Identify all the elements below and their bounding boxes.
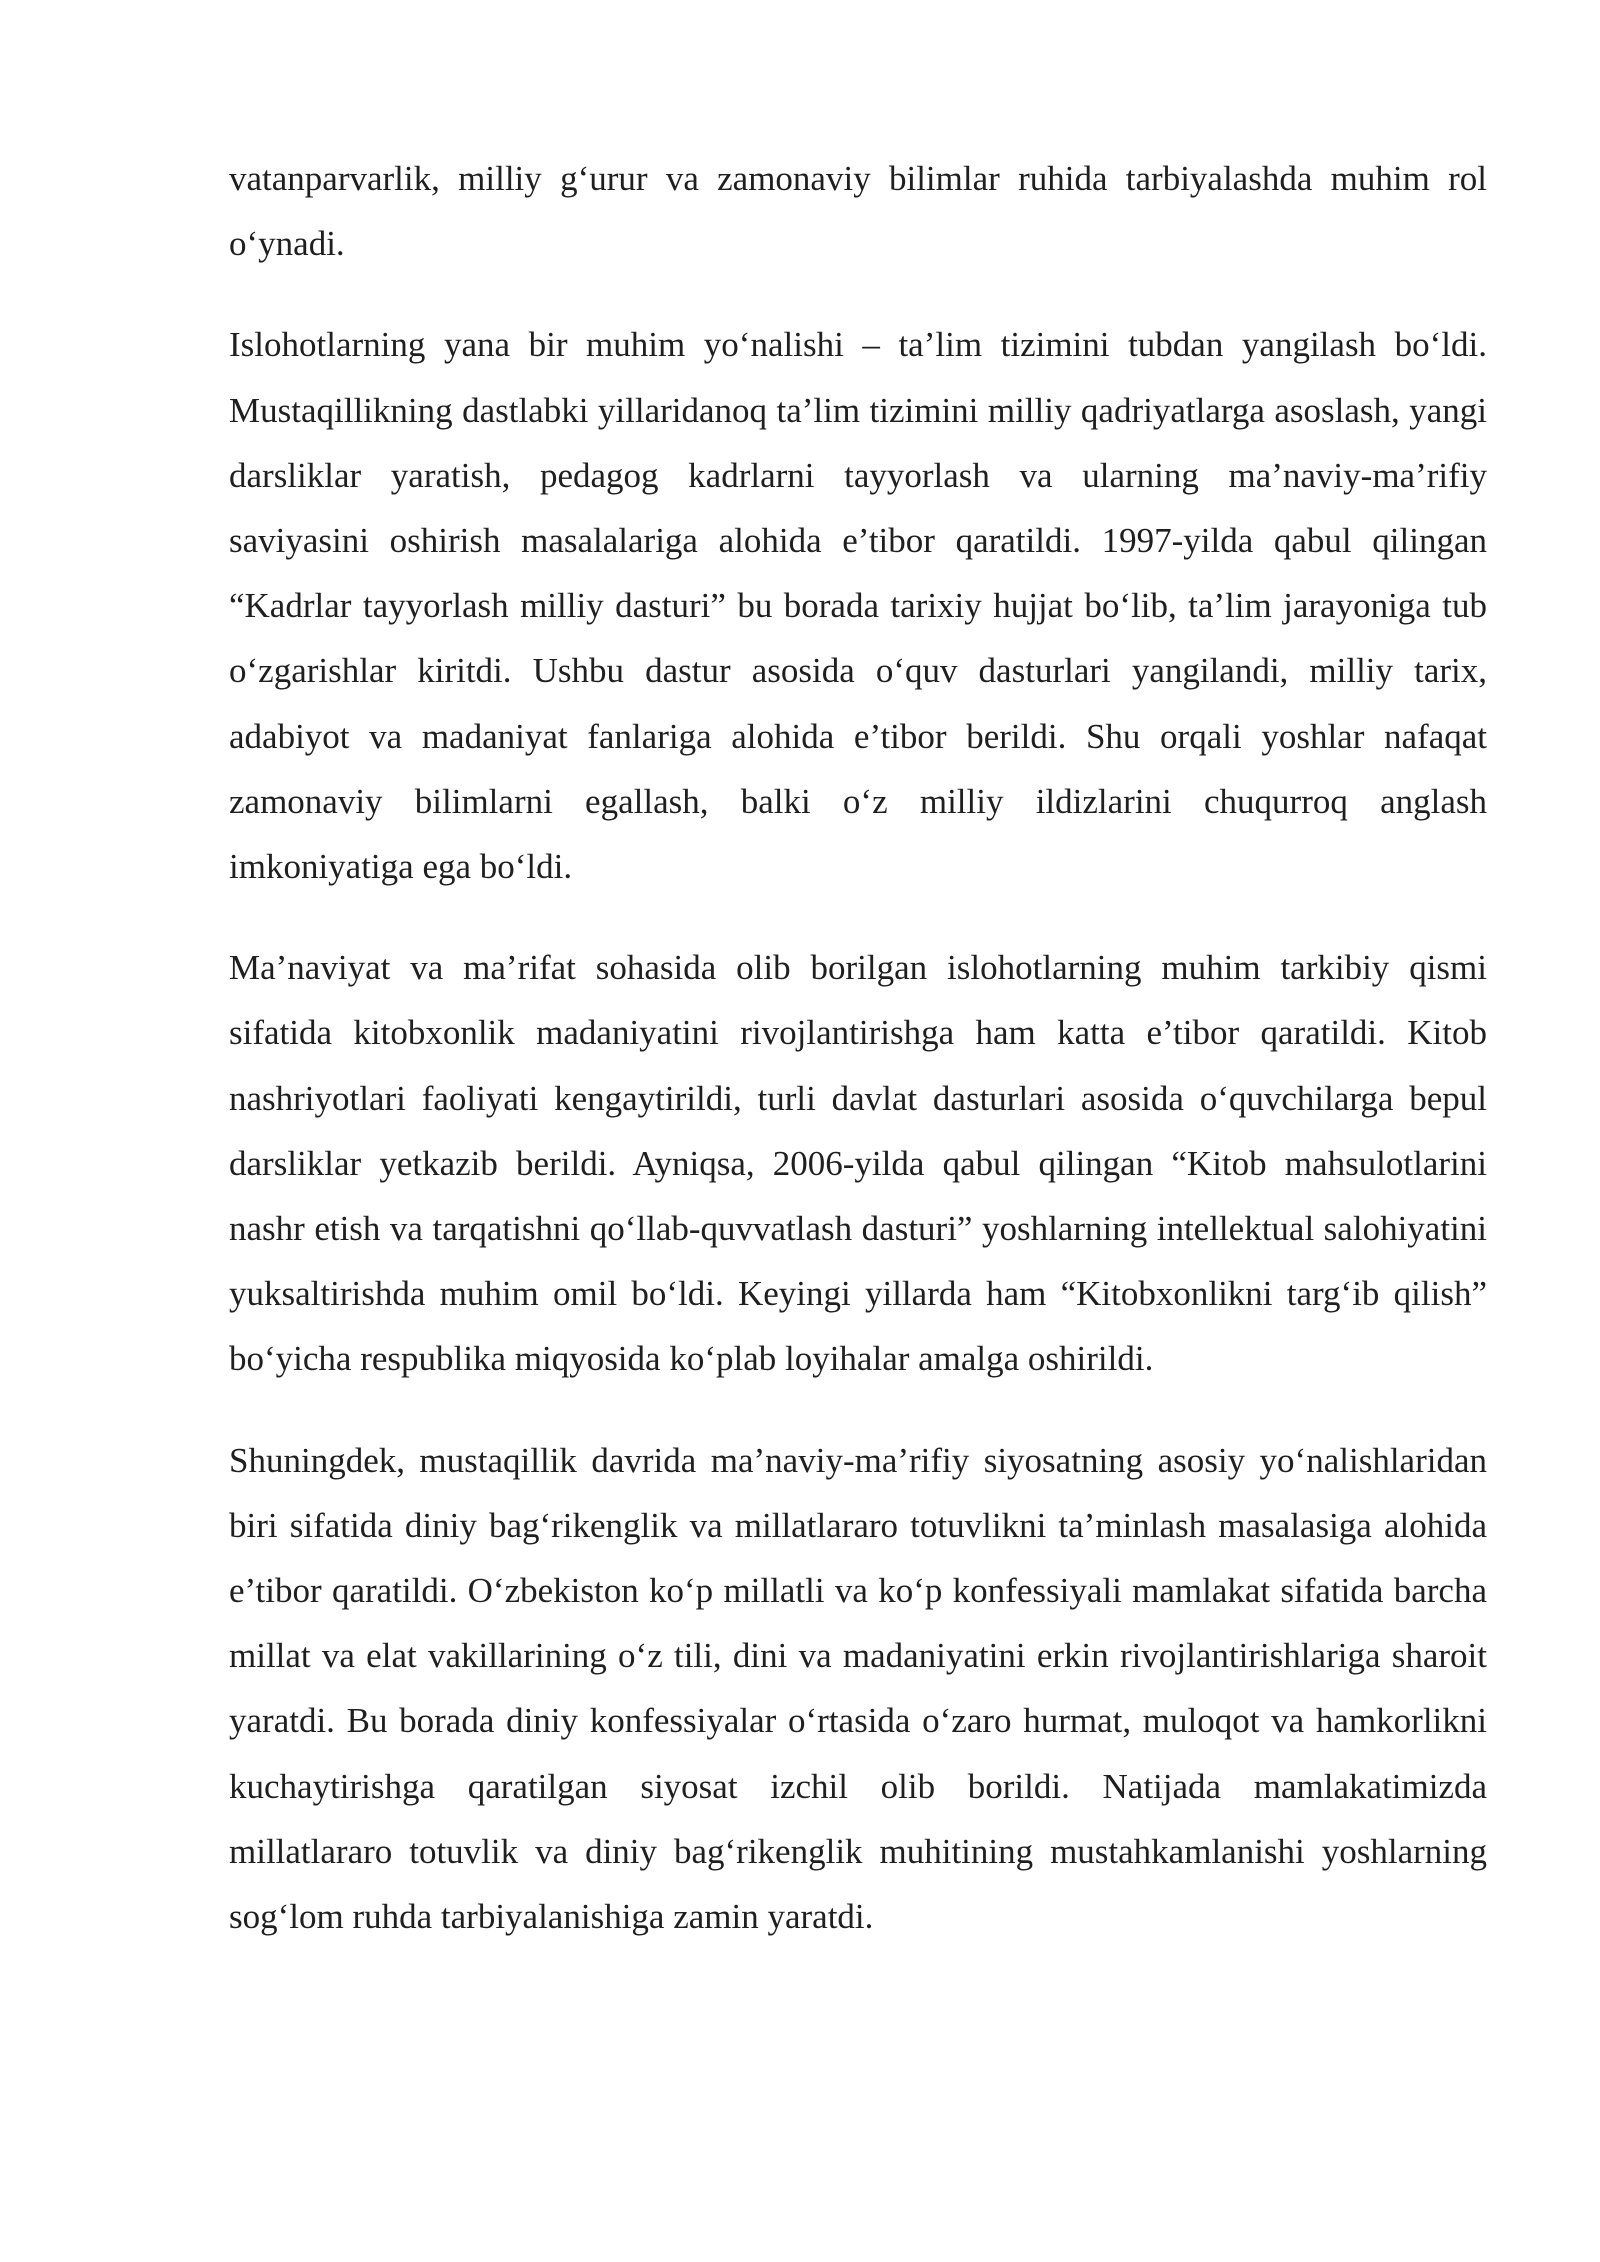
document-body: [229, 146, 1487, 1949]
paragraph-reading-culture: Ma’naviyat va ma’rifat sohasida olib borilgan islohotlarning muhim tarkibiy qismi sifatida kitobxonlik madaniyatini rivojlantirishga ham katta e’tibor qaratildi. Kitob nashriyotlari faoliyati kengaytirildi, turli davlat dasturlari asosida o‘quvchilarga bepul darsliklar yetkazib berildi. Ayniqsa, 2006-yilda qabul qilingan “Kitob mahsulotlarini nashr etish va tarqatishni qo‘llab-quvvatlash dasturi” yoshlarning intellektual salohiyatini yuksaltirishda muhim omil bo‘ldi. Keyingi yillarda ham “Kitobxonlikni targ‘ib qilish” bo‘yicha respublika miqyosida ko‘plab loyihalar amalga oshirildi.: [229, 948, 1487, 1379]
paragraph-continued: vatanparvarlik, milliy g‘urur va zamonaviy bilimlar ruhida tarbiyalashda muhim rol o‘ynadi.: [229, 159, 1487, 264]
paragraph-education-reform: Islohotlarning yana bir muhim yo‘nalishi – ta’lim tizimini tubdan yangilash bo‘ldi. Mustaqillikning dastlabki yillaridanoq ta’lim tizimini milliy qadriyatlarga asoslash, yangi darsliklar yaratish, pedagog kadrlarni tayyorlash va ularning ma’naviy-ma’rifiy saviyasini oshirish masalalariga alohida e’tibor qaratildi. 1997-yilda qabul qilingan “Kadrlar tayyorlash milliy dasturi” bu borada tarixiy hujjat bo‘lib, ta’lim jarayoniga tub o‘zgarishlar kiritdi. Ushbu dastur asosida o‘quv dasturlari yangilandi, milliy tarix, adabiyot va madaniyat fanlariga alohida e’tibor berildi. Shu orqali yoshlar nafaqat zamonaviy bilimlarni egallash, balki o‘z milliy ildizlarini chuqurroq anglash imkoniyatiga ega bo‘ldi.: [229, 325, 1487, 887]
paragraph-religious-tolerance: Shuningdek, mustaqillik davrida ma’naviy-ma’rifiy siyosatning asosiy yo‘nalishlaridan biri sifatida diniy bag‘rikenglik va millatlararo totuvlikni ta’minlash masalasiga alohida e’tibor qaratildi. O‘zbekiston ko‘p millatli va ko‘p konfessiyali mamlakat sifatida barcha millat va elat vakillarining o‘z tili, dini va madaniyatini erkin rivojlantirishlariga sharoit yaratdi. Bu borada diniy konfessiyalar o‘rtasida o‘zaro hurmat, muloqot va hamkorlikni kuchaytirishga qaratilgan siyosat izchil olib borildi. Natijada mamlakatimizda millatlararo totuvlik va diniy bag‘rikenglik muhitining mustahkamlanishi yoshlarning sog‘lom ruhda tarbiyalanishiga zamin yaratdi.: [229, 1440, 1487, 1937]
